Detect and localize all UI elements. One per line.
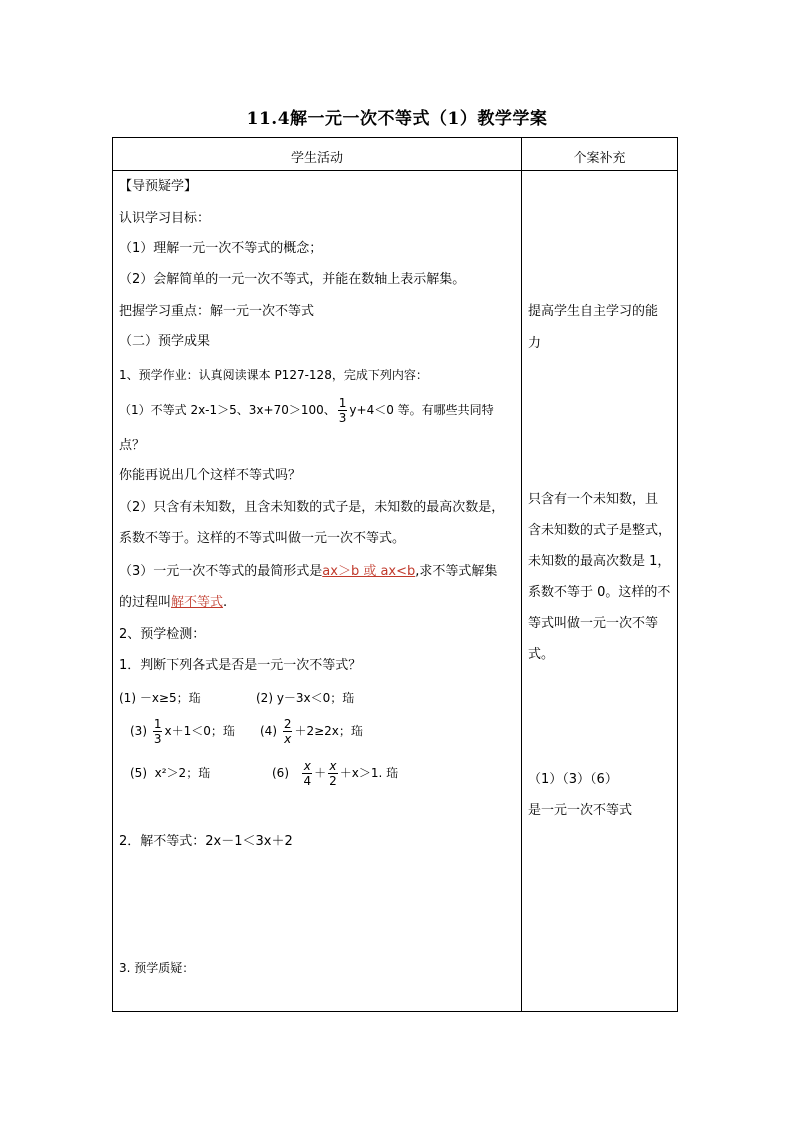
answer-line2: 是一元一次不等式 [528,803,633,818]
note-2-line: 等式叫做一元一次不等 [528,616,659,631]
item6-plus: ＋ [314,766,327,780]
item6-rest: ＋x＞1. 珤 [339,766,399,780]
item-4 [260,714,363,748]
note-1-line2: 力 [528,336,542,351]
item6-frac1-num: x [303,759,311,773]
page-title: 11.4解一元一次不等式（1）教学学案 [246,109,548,129]
item3-label: (3) [130,724,147,738]
item3-rest: x＋1＜0；珤 [164,724,235,738]
focus-text: 把握学习重点：解一元一次不等式 [119,304,315,319]
goal-2: （2）会解简单的一元一次不等式，并能在数轴上表示解集。 [119,272,466,287]
header-case-supplement: 个案补充 [573,151,626,166]
item6-frac1-den: 4 [303,774,312,788]
section-daoyu: 【导预疑学】 [119,179,198,194]
goal-1: （1）理解一元一次不等式的概念； [119,241,323,256]
q3-line2-red: 解不等式 [171,595,224,610]
item-2: (2) y－3x＜0；珤 [256,691,355,705]
q3-line2-suffix: . [223,595,228,610]
item3-frac-num: 1 [153,717,162,731]
item6-frac2-num: x [329,759,337,773]
judge-text: 1．判断下列各式是否是一元一次不等式？ [119,658,362,673]
judge-question [119,658,361,674]
item4-fraction [283,717,293,746]
item6-fraction-1 [302,759,312,788]
item4-frac-num: 2 [283,717,292,731]
q3-suffix: ,求不等式解集 [415,564,498,579]
item5-label: (5) [130,766,147,780]
answer-line1: （1）（3）（6） [528,772,618,787]
question-3-line1 [119,564,497,580]
item6-fraction-2 [328,759,338,788]
question-2-line1: （2）只含有未知数，且含未知数的式子是，未知数的最高次数是， [119,500,505,515]
note-2-line: 系数不等于 0。这样的不 [528,585,671,600]
header-student-activity: 学生活动 [290,151,343,166]
q3-line2-prefix: 的过程叫 [119,595,172,610]
question-1-more: 你能再说出几个这样不等式吗？ [119,468,302,483]
item4-label: (4) [260,724,277,738]
question-1 [119,395,494,425]
doubt-heading: 3. 预学质疑： [119,961,195,975]
note-2-line: 含未知数的式子是整式， [528,523,672,538]
q1-prefix: （1）不等式 2x-1＞5、3x+70＞100、 [119,403,336,417]
goals-label: 认识学习目标： [119,211,211,226]
question-1-line2: 点？ [119,438,146,453]
item5-expr: x²＞2；珤 [154,766,211,780]
item-5 [130,756,210,790]
q1-frac-den: 3 [338,411,347,425]
item-1: (1) －x≥5；珤 [119,691,201,705]
note-1-line1: 提高学生自主学习的能 [528,304,659,319]
q3-prefix: （3）一元一次不等式的最简形式是 [119,564,323,579]
homework-line: 1、预学作业：认真阅读课本 P127-128，完成下列内容： [119,368,428,382]
item-6 [272,756,398,790]
item-3 [130,714,235,748]
note-2-line: 只含有一个未知数，且 [528,492,659,507]
column-divider [521,138,522,1011]
item4-frac-den: x [284,732,292,746]
note-2-line: 未知数的最高次数是 1， [528,554,671,569]
check-heading: 2、预学检测： [119,627,206,642]
q3-red-answer: ax＞b 或 ax<b [322,564,416,579]
solve-question: 2．解不等式：2x－1＜3x＋2 [119,834,293,849]
q1-suffix: y+4＜0 等。有哪些共同特 [349,403,494,417]
q1-frac-num: 1 [338,396,347,410]
section-2: （二）预学成果 [119,334,211,349]
question-2-line2: 系数不等于。这样的不等式叫做一元一次不等式。 [119,531,406,546]
header-divider [113,170,677,171]
item6-frac2-den: 2 [329,774,337,788]
item3-fraction [153,717,163,746]
q1-fraction [338,396,348,425]
note-2-line: 式。 [528,647,555,662]
item3-frac-den: 3 [153,732,162,746]
item4-rest: ＋2≥2x；珤 [294,724,363,738]
question-3-line2 [119,595,227,611]
item6-label: (6) [272,766,289,780]
